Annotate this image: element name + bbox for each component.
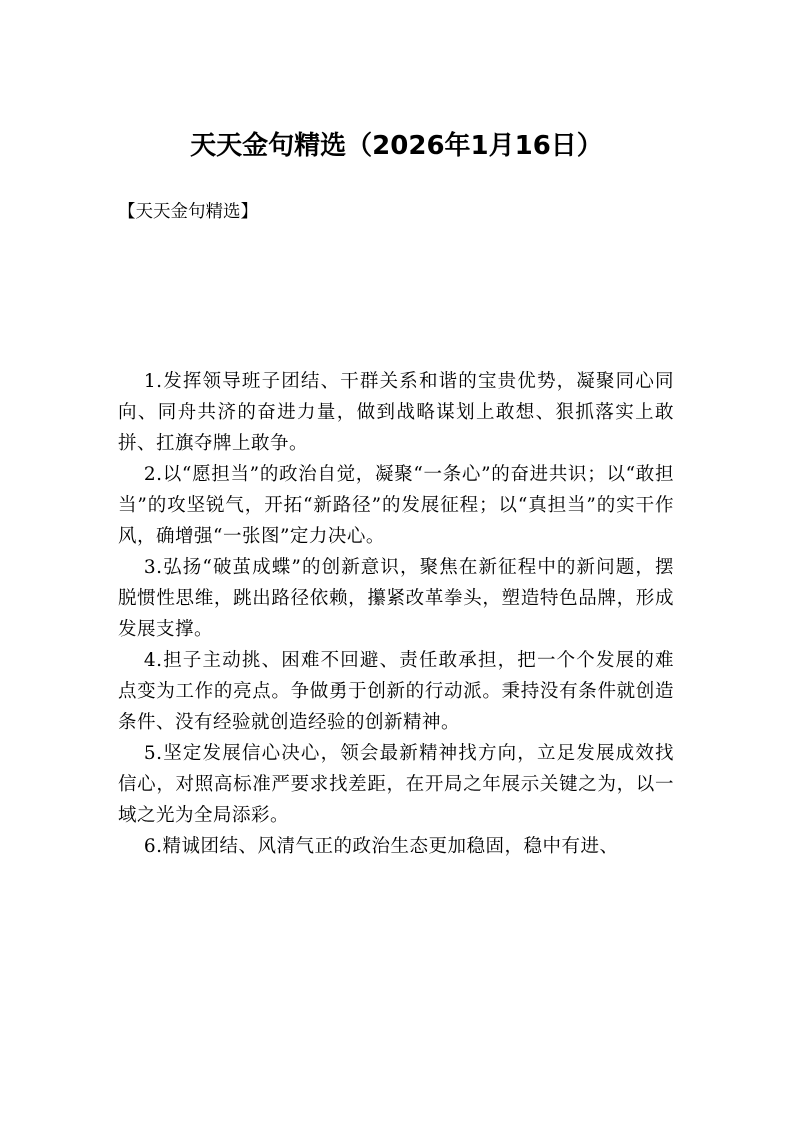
document-body — [118, 366, 674, 862]
quote-paragraph-1: 1.发挥领导班子团结、干群关系和谐的宝贵优势，凝聚同心同向、同舟共济的奋进力量，做到战略谋划上敢想、狠抓落实上敢拼、扛旗夺牌上敢争。 — [118, 371, 674, 454]
document-title: 天天金句精选（2026年1月16日） — [190, 131, 603, 161]
quote-paragraph-2: 2.以“愿担当”的政治自觉，凝聚“一条心”的奋进共识；以“敢担当”的攻坚锐气，开拓“新路径”的发展征程；以“真担当”的实干作风，确增强“一张图”定力决心。 — [118, 464, 674, 547]
quote-paragraph-3: 3.弘扬“破茧成蝶”的创新意识，聚焦在新征程中的新问题，摆脱惯性思维，跳出路径依赖，攥紧改革拳头，塑造特色品牌，形成发展支撑。 — [118, 557, 674, 640]
section-tag: 【天天金句精选】 — [118, 202, 258, 222]
quote-paragraph-4: 4.担子主动挑、困难不回避、责任敢承担，把一个个发展的难点变为工作的亮点。争做勇于创新的行动派。秉持没有条件就创造条件、没有经验就创造经验的创新精神。 — [118, 650, 674, 733]
quote-paragraph-5: 5.坚定发展信心决心，领会最新精神找方向，立足发展成效找信心，对照高标准严要求找差距，在开局之年展示关键之为，以一域之光为全局添彩。 — [118, 743, 674, 826]
quote-paragraph-6: 6.精诚团结、风清气正的政治生态更加稳固，稳中有进、 — [143, 836, 619, 857]
